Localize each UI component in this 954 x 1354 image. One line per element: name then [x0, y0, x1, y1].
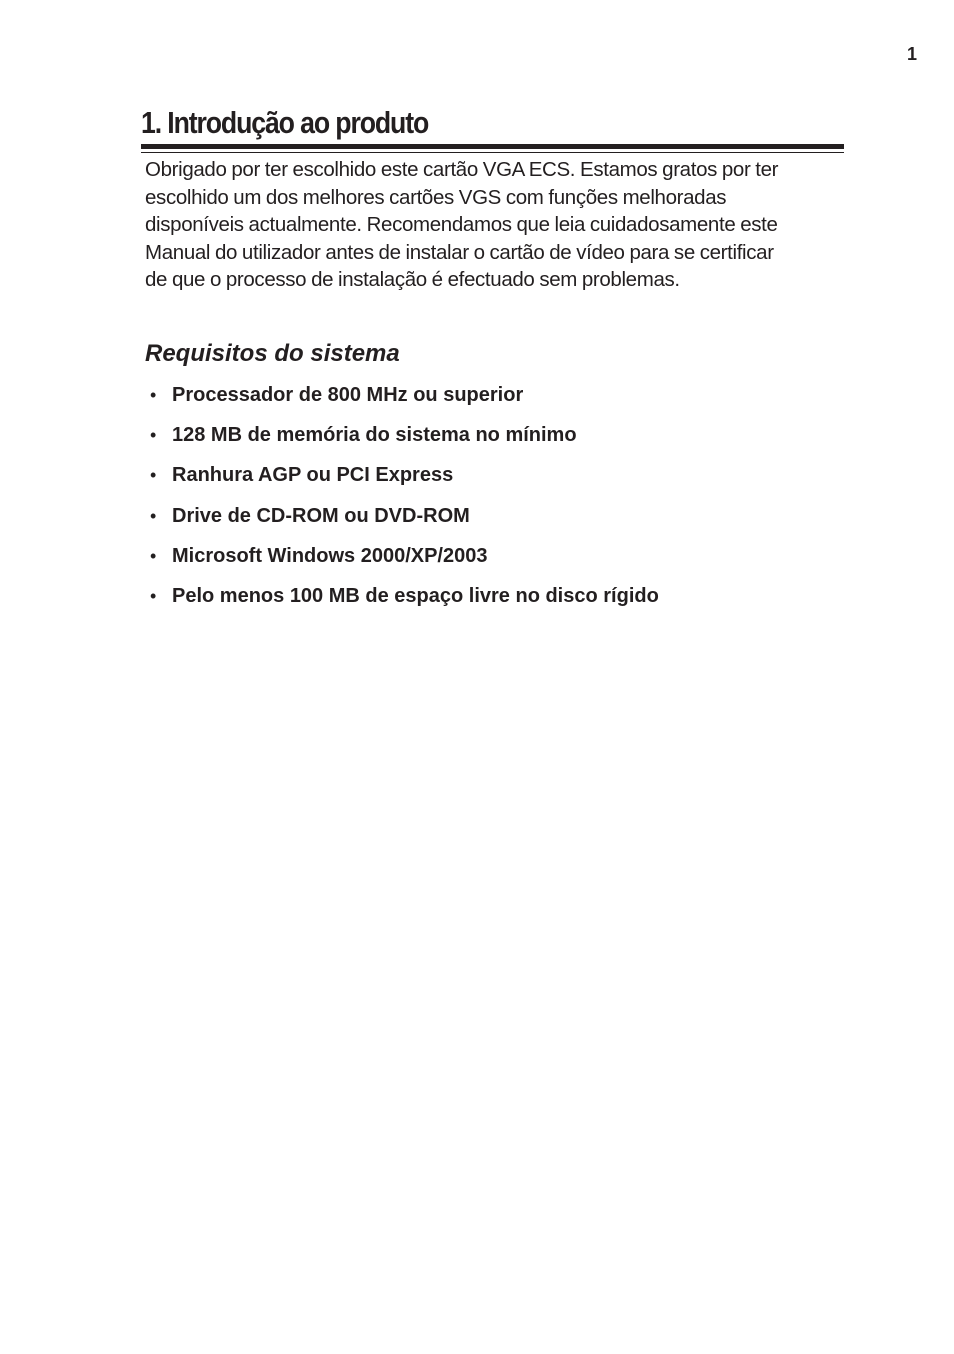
bullet-icon: • — [150, 545, 157, 566]
requirements-list — [150, 380, 659, 621]
title-rule-thick — [141, 144, 844, 149]
list-item — [150, 420, 659, 460]
intro-line: escolhido um dos melhores cartões VGS com funções melhoradas — [145, 185, 727, 209]
list-item — [150, 541, 659, 581]
bullet-icon: • — [150, 505, 157, 526]
page-number: 1 — [906, 44, 917, 64]
list-item-text: Ranhura AGP ou PCI Express — [172, 464, 454, 487]
list-item — [150, 501, 659, 541]
list-item-text: Microsoft Windows 2000/XP/2003 — [172, 544, 488, 567]
intro-line: Obrigado por ter escolhido este cartão VGA ECS. Estamos gratos por ter — [145, 158, 779, 181]
bullet-icon: • — [150, 425, 157, 446]
section-heading-requirements: Requisitos do sistema — [145, 340, 400, 367]
list-item-text: Processador de 800 MHz ou superior — [172, 384, 524, 406]
list-item-text: 128 MB de memória do sistema no mínimo — [172, 424, 577, 447]
list-item — [150, 380, 659, 420]
intro-paragraph — [145, 156, 845, 294]
intro-line: Manual do utilizador antes de instalar o cartão de vídeo para se certificar — [145, 240, 774, 264]
intro-line: de que o processo de instalação é efectuado sem problemas. — [145, 268, 680, 291]
list-item — [150, 460, 659, 500]
bullet-icon: • — [150, 465, 157, 486]
title-rule-thin — [141, 152, 844, 153]
list-item-text: Pelo menos 100 MB de espaço livre no disco rígido — [172, 584, 659, 607]
bullet-icon: • — [150, 385, 157, 405]
intro-line: disponíveis actualmente. Recomendamos que leia cuidadosamente este — [145, 213, 778, 236]
list-item-text: Drive de CD-ROM ou DVD-ROM — [172, 504, 470, 527]
chapter-title: 1. Introdução ao produto — [141, 105, 429, 140]
list-item — [150, 581, 659, 621]
bullet-icon: • — [150, 585, 157, 606]
